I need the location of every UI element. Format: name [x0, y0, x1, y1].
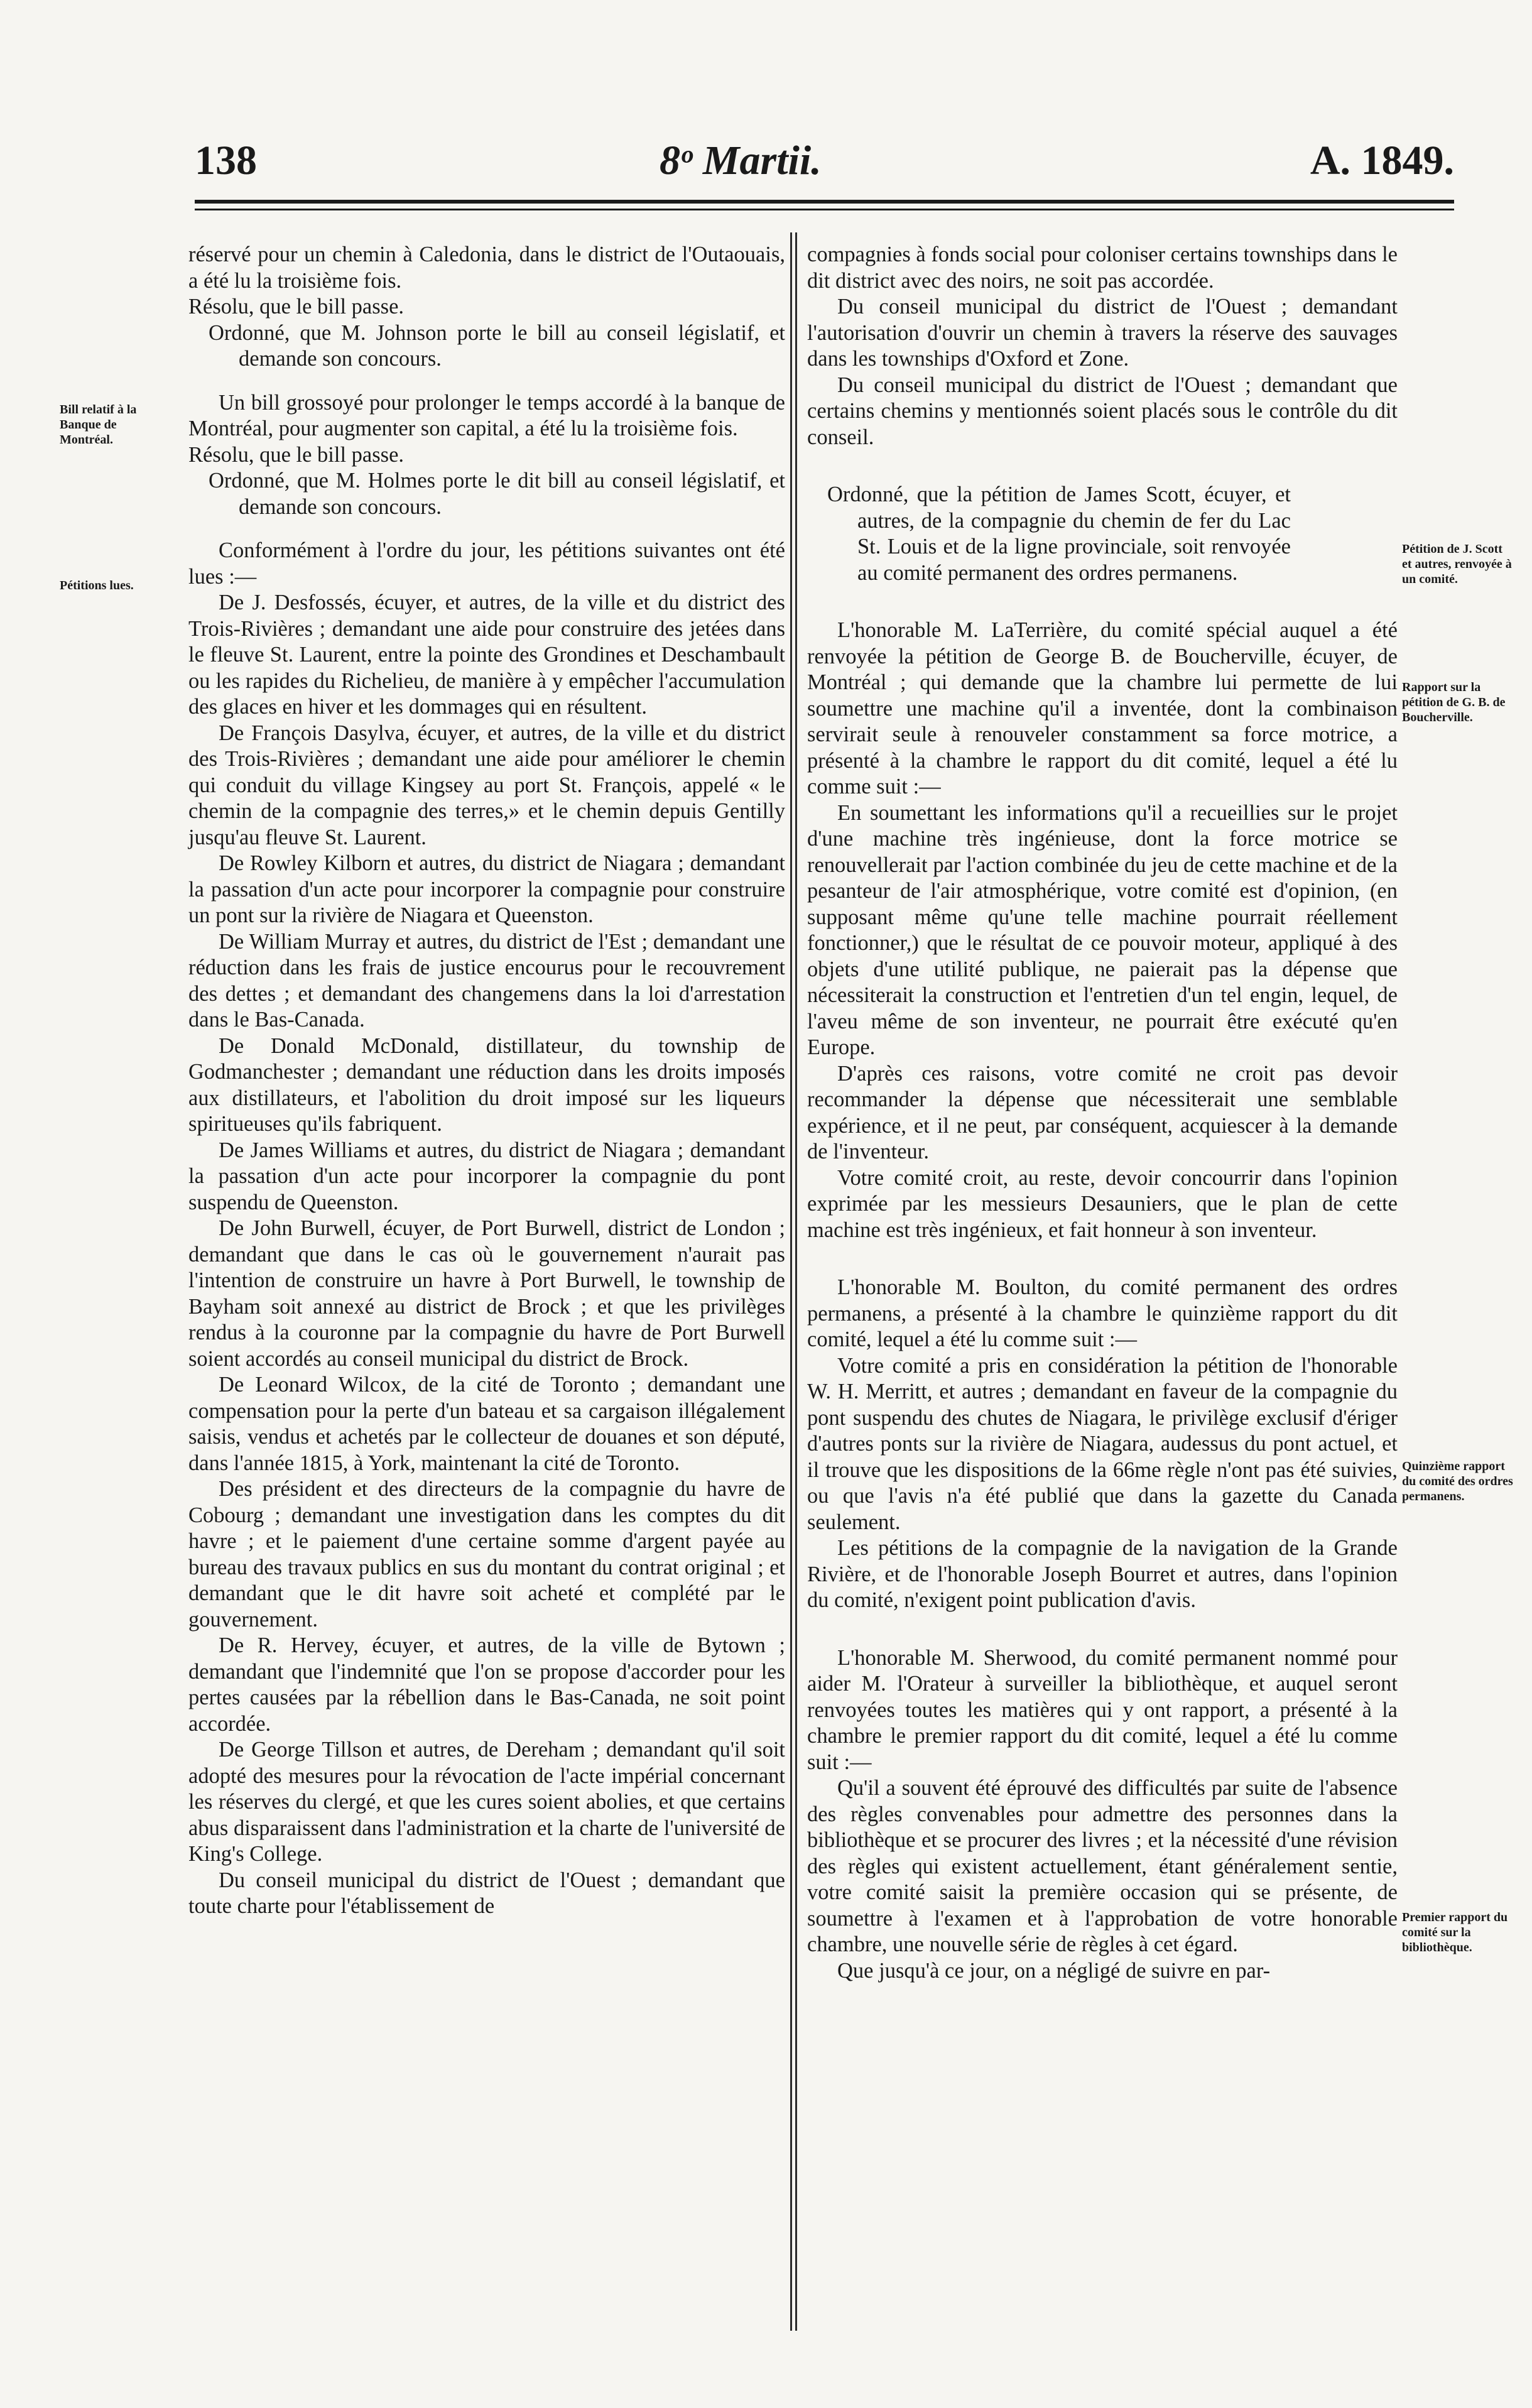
column-divider	[790, 232, 792, 2331]
report-paragraph: Les pétitions de la compagnie de la navigation de la Grande Rivière, et de l'honorable Joseph Bourret et autres, dans l'opinion du comité, n'exigent point publication d'avis.	[807, 1536, 1398, 1612]
motion: Ordonné, que M. Holmes porte le dit bill au conseil législatif, et demande son concours.	[209, 469, 785, 519]
report-paragraph: Votre comité croit, au reste, devoir concourrir dans l'opinion exprimée par les messieurs Desauniers, que le plan de cette machine est très ingénieux, et fait honneur à son inventeur.	[807, 1165, 1398, 1242]
report-intro: L'honorable M. LaTerrière, du comité spécial auquel a été renvoyée la pétition de George B. de Boucherville, écuyer, de Montréal ; qui demande que la chambre lui permette de lui soumettre une machine qu'il a inventée, dont la combinaison servirait seule à renouveler constamment sa force motrice, a présenté à la chambre le rapport du dit comité, lequel a été lu comme suit :—	[807, 618, 1398, 798]
paragraph: Conformément à l'ordre du jour, les pétitions suivantes ont été lues :—	[188, 538, 785, 589]
petition-item: De James Williams et autres, du district de Niagara ; demandant la passation d'un acte pour incorporer la compagnie du pont suspendu de Queenston.	[188, 1138, 785, 1214]
right-column	[807, 242, 1398, 1984]
petition-item: De Rowley Kilborn et autres, du district de Niagara ; demandant la passation d'un acte pour incorporer la compagnie pour construire un pont sur la rivière de Niagara et Queenston.	[188, 851, 785, 927]
petition-item: De John Burwell, écuyer, de Port Burwell, district de London ; demandant que dans le cas où le gouvernement n'aurait pas l'intention de construire un havre à Port Burwell, le township de Bayham soit annexé au district de Brock ; et que les privilèges rendus à la couronne par la compagnie du havre de Port Burwell soient accordés au conseil municipal du district de Brock.	[188, 1216, 785, 1371]
motion: Ordonné, que la pétition de James Scott, écuyer, et autres, de la compagnie du chemin de fer du Lac St. Louis et de la ligne provinciale, soit renvoyée au comité permanent des ordres permanens.	[827, 482, 1291, 585]
report-paragraph: Votre comité a pris en considération la pétition de l'honorable W. H. Merritt, et autres ; demandant en faveur de la compagnie du pont suspendu des chutes de Niagara, le privilège exclusif d'ériger d'autres ponts sur la rivière de Niagara, audessus du pont actuel, et il trouve que les dispositions de la 66me règle n'ont pas été suivies, ou que l'avis n'a été publié que dans la gazette du Canada seulement.	[807, 1353, 1398, 1534]
resolution: Résolu, que le bill passe.	[188, 442, 405, 467]
petition-item: De R. Hervey, écuyer, et autres, de la ville de Bytown ; demandant que l'indemnité que l'on se propose d'accorder pour les pertes causées par la rébellion dans le Bas-Canada, ne soit point accordée.	[188, 1633, 785, 1736]
header-date: 8ᵒ Martii.	[660, 138, 822, 183]
margin-note-premier-rapport: Premier rapport du comité sur la bibliothèque.	[1402, 1910, 1508, 1954]
page-header	[195, 137, 1454, 193]
report-paragraph: D'après ces raisons, votre comité ne croit pas devoir recommander la dépense que nécessiterait une semblable expérience, et il ne peut, par conséquent, acquiescer à la demande de l'inventeur.	[807, 1061, 1398, 1163]
petition-item: Du conseil municipal du district de l'Ouest ; demandant que toute charte pour l'établissement de	[188, 1868, 785, 1918]
header-year: A. 1849.	[1310, 138, 1454, 183]
page-number: 138	[195, 138, 257, 183]
paragraph: réservé pour un chemin à Caledonia, dans le district de l'Outaouais, a été lu la troisième fois.	[188, 242, 785, 293]
margin-note-rapport-boucherville: Rapport sur la pétition de G. B. de Boucherville.	[1402, 680, 1506, 724]
petition-item: De William Murray et autres, du district de l'Est ; demandant une réduction dans les frais de justice encourus pour le recouvrement des dettes ; et demandant des changemens dans la loi d'arrestation dans le Bas-Canada.	[188, 929, 785, 1032]
petition-item: De George Tillson et autres, de Dereham ; demandant qu'il soit adopté des mesures pour la révocation de l'acte impérial concernant les réserves du clergé, et que les cures soient abolies, et que certains abus disparaissent dans l'administration et la charte de l'université de King's College.	[188, 1738, 785, 1866]
report-intro: L'honorable M. Sherwood, du comité permanent nommé pour aider M. l'Orateur à surveiller la bibliothèque, et auquel seront renvoyées toutes les matières qui y ont rapport, a présenté à la chambre le premier rapport du dit comité, lequel a été lu comme suit :—	[807, 1645, 1398, 1774]
petition-item: De J. Desfossés, écuyer, et autres, de la ville et du district des Trois-Rivières ; demandant une aide pour construire des jetées dans le fleuve St. Laurent, entre la pointe des Grondines et Deschambault ou les rapides du Richelieu, de manière à y empêcher l'accumulation des glaces en hiver et les dommages qui en résultent.	[188, 591, 785, 719]
petition-item: Du conseil municipal du district de l'Ouest ; demandant que certains chemins y mentionnés soient placés sous le contrôle du dit conseil.	[807, 373, 1398, 449]
margin-note-quinzieme-rapport: Quinzième rapport du comité des ordres permanens.	[1402, 1459, 1513, 1503]
report-intro: L'honorable M. Boulton, du comité permanent des ordres permanens, a présenté à la chambre le quinzième rapport du dit comité, lequel a été lu comme suit :—	[807, 1275, 1398, 1351]
margin-note-bill-banque: Bill relatif à la Banque de Montréal.	[60, 403, 137, 447]
petition-item: Des président et des directeurs de la compagnie du havre de Cobourg ; demandant une investigation dans les comptes du dit havre ; et le paiement d'une certaine somme d'argent payée au bureau des travaux publics en sus du montant du contrat original ; et demandant que le dit havre soit acheté et complété par le gouvernement.	[188, 1477, 785, 1632]
left-column	[188, 242, 785, 1920]
header-rule-thick	[195, 200, 1454, 204]
margin-note-petitions-lues: Pétitions lues.	[60, 579, 134, 592]
petition-item: De Donald McDonald, distillateur, du township de Godmanchester ; demandant une réduction dans les droits imposés aux distillateurs, et l'abolition du droit imposé sur les liqueurs spiritueuses qu'ils fabriquent.	[188, 1033, 785, 1136]
header-rule-thin	[195, 209, 1454, 210]
margin-note-petition-scott: Pétition de J. Scott et autres, renvoyée à un comité.	[1402, 542, 1512, 586]
petition-item: De François Dasylva, écuyer, et autres, de la ville et du district des Trois-Rivières ; demandant une aide pour améliorer le chemin qui conduit du village Kingsey au port St. François, appelé « le chemin de la compagnie des terres,» et le chemin depuis Gentilly jusqu'au fleuve St. Laurent.	[188, 721, 785, 849]
paragraph: Un bill grossoyé pour prolonger le temps accordé à la banque de Montréal, pour augmenter son capital, a été lu la troisième fois.	[188, 390, 785, 440]
petition-item: De Leonard Wilcox, de la cité de Toronto ; demandant une compensation pour la perte d'un bateau et sa cargaison illégalement saisis, vendus et achetés par le collecteur de douanes et son député, dans l'année 1815, à York, maintenant la cité de Toronto.	[188, 1373, 785, 1475]
motion: Ordonné, que M. Johnson porte le bill au conseil législatif, et demande son concours.	[209, 320, 785, 371]
report-paragraph: En soumettant les informations qu'il a recueillies sur le projet d'une machine très ingénieuse, dont la force motrice se renouvellerait par l'action combinée du jeu de cette machine et de la pesanteur de l'air atmosphérique, votre comité est d'opinion, (en supposant même qu'une telle machine pourrait réellement fonctionner,) que le résultat de ce pouvoir moteur, appliqué à des objets d'une utilité publique, ne paierait pas la dépense que nécessiterait la construction et l'entretien d'un tel engin, lequel, de l'aveu même de son inventeur, ne pourrait être exécuté qu'en Europe.	[807, 800, 1398, 1059]
report-paragraph: Qu'il a souvent été éprouvé des difficultés par suite de l'absence des règles convenables pour admettre des personnes dans la bibliothèque et se procurer des livres ; et la nécessité d'une révision des règles qui existent actuellement, étant généralement sentie, votre comité saisit la première occasion qui se présente, de soumettre à l'examen et à l'approbation de votre honorable chambre, une nouvelle série de règles à cet égard.	[807, 1776, 1398, 1956]
resolution: Résolu, que le bill passe.	[188, 295, 405, 319]
petition-item: Du conseil municipal du district de l'Ouest ; demandant l'autorisation d'ouvrir un chemin à travers la réserve des sauvages dans les townships d'Oxford et Zone.	[807, 295, 1398, 371]
paragraph: compagnies à fonds social pour coloniser certains townships dans le dit district avec des noirs, ne soit pas accordée.	[807, 242, 1398, 293]
report-paragraph: Que jusqu'à ce jour, on a négligé de suivre en par-	[837, 1958, 1271, 1983]
column-divider-double	[795, 232, 797, 2331]
